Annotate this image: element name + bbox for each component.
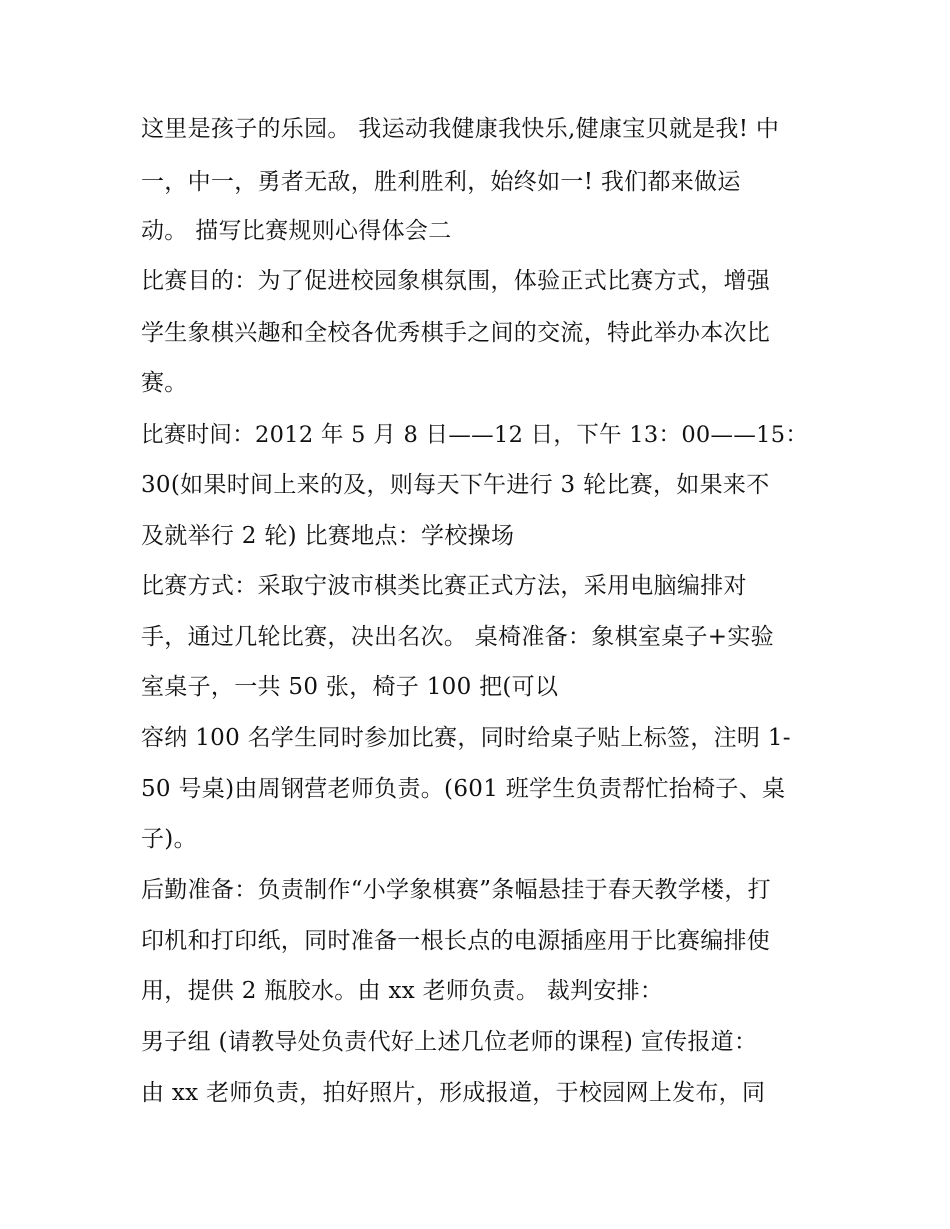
text-line-12: 室桌子，一共 50 张，椅子 100 把(可以 <box>141 674 559 700</box>
text-line-2: 一，中一，勇者无敌，胜利胜利，始终如一! 我们都来做运 <box>141 169 741 195</box>
text-line-17: 印机和打印纸，同时准备一根长点的电源插座用于比赛编排使 <box>141 928 771 954</box>
text-line-10: 比赛方式：采取宁波市棋类比赛正式方法，采用电脑编排对 <box>141 573 747 599</box>
text-line-16: 后勤准备：负责制作“小学象棋赛”条幅悬挂于春天教学楼，打 <box>141 877 771 903</box>
text-line-20: 由 xx 老师负责，拍好照片，形成报道，于校园网上发布，同 <box>141 1080 766 1106</box>
text-line-11: 手，通过几轮比赛，决出名次。 桌椅准备：象棋室桌子+实验 <box>141 624 774 650</box>
text-line-14: 50 号桌)由周钢营老师负责。(601 班学生负责帮忙抬椅子、桌 <box>141 776 786 802</box>
text-line-3: 动。 描写比赛规则心得体会二 <box>141 218 452 244</box>
text-line-9: 及就举行 2 轮) 比赛地点：学校操场 <box>141 523 515 549</box>
text-line-5: 学生象棋兴趣和全校各优秀棋手之间的交流，特此举办本次比 <box>141 320 771 346</box>
text-line-1: 这里是孩子的乐园。 我运动我健康我快乐,健康宝贝就是我! 中 <box>141 116 780 142</box>
text-line-13: 容纳 100 名学生同时参加比赛，同时给桌子贴上标签，注明 1- <box>141 725 791 751</box>
text-line-18: 用，提供 2 瓶胶水。由 xx 老师负责。 裁判安排： <box>141 978 664 1004</box>
text-line-8: 30(如果时间上来的及，则每天下午进行 3 轮比赛，如果来不 <box>141 472 770 498</box>
text-line-6: 赛。 <box>141 370 188 396</box>
text-line-19: 男子组 (请教导处负责代好上述几位老师的课程) 宣传报道： <box>141 1029 758 1055</box>
text-line-4: 比赛目的：为了促进校园象棋氛围，体验正式比赛方式，增强 <box>141 268 771 294</box>
text-line-7: 比赛时间：2012 年 5 月 8 日——12 日，下午 13：00——15： <box>141 422 809 448</box>
text-line-15: 子)。 <box>141 826 197 852</box>
